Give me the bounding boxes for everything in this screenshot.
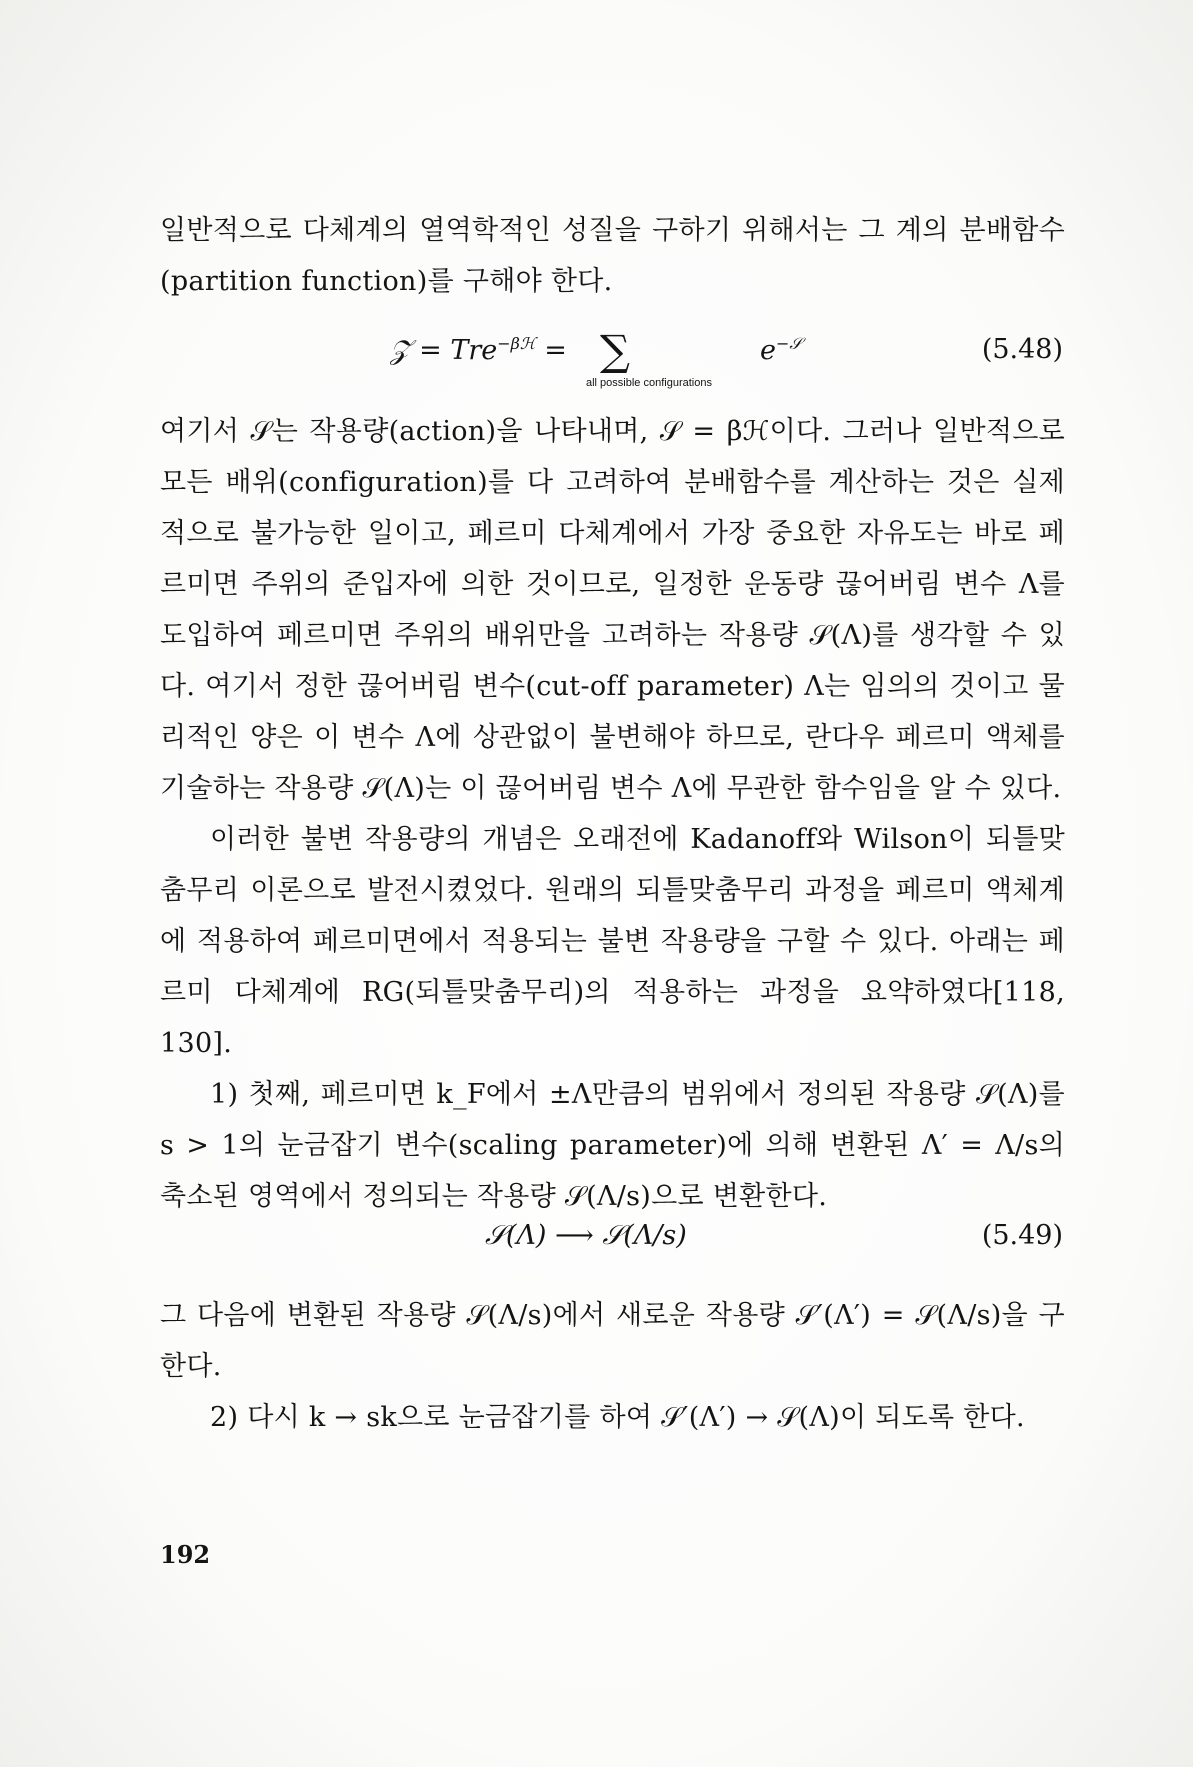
page-number: 192 [160,1540,211,1569]
summation-subscript: all possible configurations [586,377,712,389]
equation-rhs: $e^{-𝒮}$ [760,334,802,366]
equation-5-48 [160,326,1065,389]
paragraph-renormalization: 이러한 불변 작용량의 개념은 오래전에 Kadanoff와 Wilson이 되틀맞춤무리 이론으로 발전시켰었다. 원래의 되틀맞춤무리 과정을 페르미 액체계에 적용하여 페르미면에서 적용되는 불변 작용량을 구할 수 있다. 아래는 페르미 다체계에 RG(되틀맞춤무리)의 적용하는 과정을 요약하였다[118, 130]. [160,824,1065,1059]
paragraph-step-1: 1) 첫째, 페르미면 k_F에서 ±Λ만큼의 범위에서 정의된 작용량 𝒮(Λ)를 s > 1의 눈금잡기 변수(scaling parameter)에 의해 변환된 Λ′ = Λ/s의 축소된 영역에서 정의되는 작용량 𝒮(Λ/s)으로 변환한다. [160,1079,1065,1212]
summation-symbol: ∑ [600,326,630,375]
paragraph-step-2: 2) 다시 k → sk으로 눈금잡기를 하여 𝒮′(Λ′) → 𝒮(Λ)이 되도록 한다. [210,1402,1025,1433]
equation-number: (5.48) [981,334,1063,365]
equation-5-49 [160,1218,1065,1268]
paragraph-partition-function: 일반적으로 다체계의 열역학적인 성질을 구하기 위해서는 그 계의 분배함수(partition function)를 구해야 한다. [160,215,1065,297]
equation-number: (5.49) [981,1220,1063,1251]
equation-formula: 𝒮(Λ) ⟶ 𝒮(Λ/s) [485,1220,687,1251]
paragraph-action-cutoff: 여기서 𝒮는 작용량(action)을 나타내며, 𝒮 = βℋ이다. 그러나 일반적으로 모든 배위(configuration)를 다 고려하여 분배함수를 계산하는 것은 실제적으로 불가능한 일이고, 페르미 다체계에서 가장 중요한 자유도는 바로 페르미면 주위의 준입자에 의한 것이므로, 일정한 운동량 끊어버림 변수 Λ를 도입하여 페르미면 주위의 배위만을 고려하는 작용량 𝒮(Λ)를 생각할 수 있다. 여기서 정한 끊어버림 변수(cut-off parameter) Λ는 임의의 것이고 물리적인 양은 이 변수 Λ에 상관없이 불변해야 하므로, 란다우 페르미 액체를 기술하는 작용량 𝒮(Λ)는 이 끊어버림 변수 Λ에 무관한 함수임을 알 수 있다. [160,416,1065,804]
equation-lhs: 𝒵 = Tre$^{-\beta ℋ}$ = [390,334,567,366]
paragraph-new-action: 그 다음에 변환된 작용량 𝒮(Λ/s)에서 새로운 작용량 𝒮′(Λ′) = 𝒮(Λ/s)을 구한다. [160,1300,1065,1382]
